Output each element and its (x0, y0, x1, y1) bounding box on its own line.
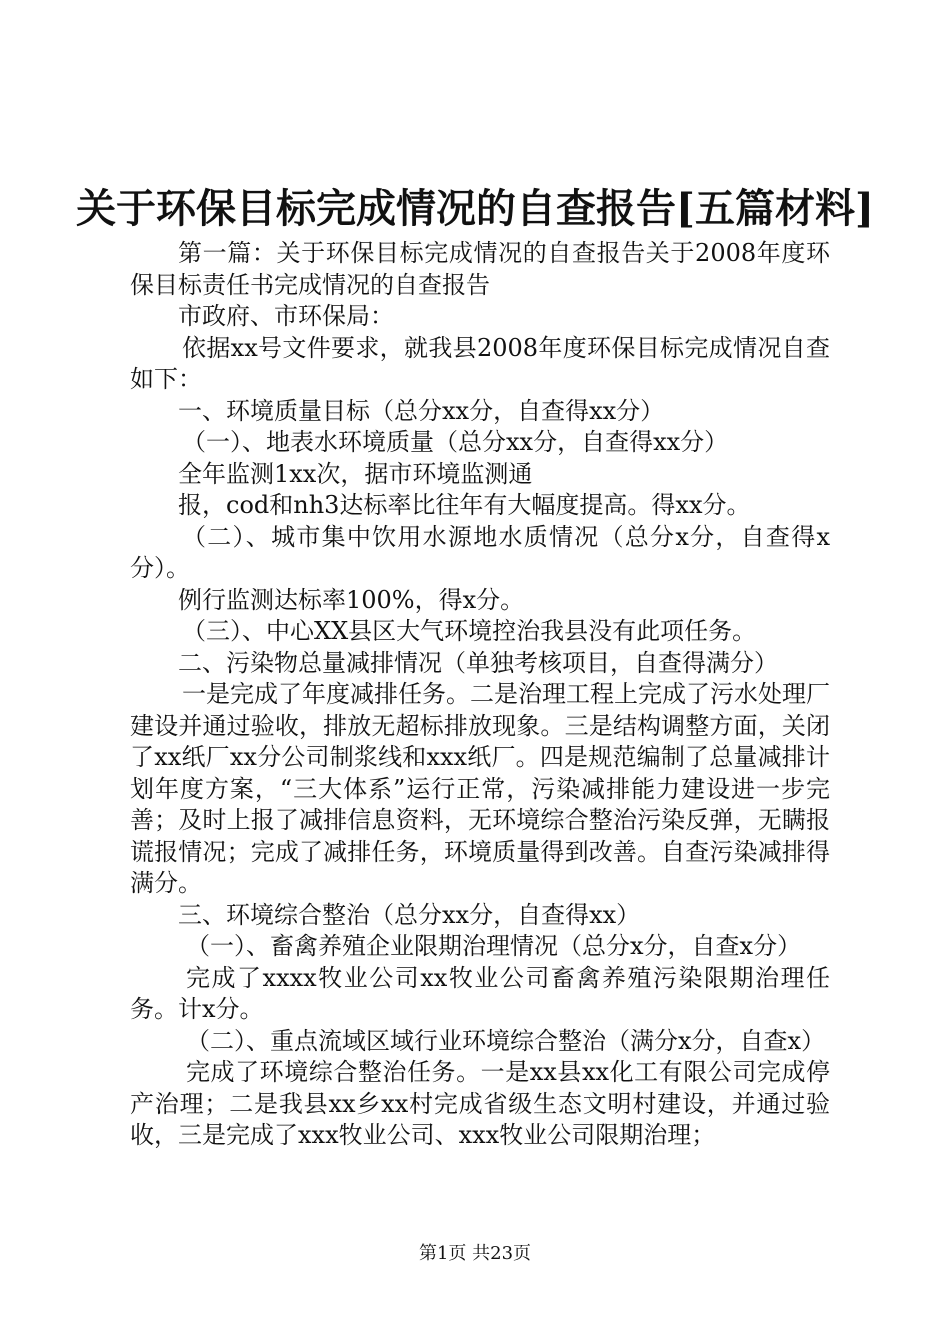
heading-section-3: 三、环境综合整治（总分xx分，自查得xx） (178, 900, 641, 929)
paragraph-addressee: 市政府、市环保局： (178, 302, 394, 330)
heading-section-3-2: （二）、重点流域区域行业环境综合整治（满分x分，自查x） (186, 1026, 826, 1055)
heading-section-3-1: （一）、畜禽养殖企业限期治理情况（总分x分，自查x分） (186, 932, 802, 960)
heading-section-1-3: （三）、中心XX县区大气环境控治我县没有此项任务。 (182, 617, 757, 645)
heading-section-2: 二、污染物总量减排情况（单独考核项目，自查得满分） (178, 648, 778, 677)
paragraph-reduction-detail: 一是完成了年度减排任务。二是治理工程上完成了污水处理厂建设并通过验收，排放无超标排放现象。三是结构调整方面，关闭了xx纸厂xx分公司制浆线和xxx纸厂。四是规范编制了总量减排计划年度方案，“三大体系”运行正常，污染减排能力建设进一步完善；及时上报了减排信息资料，无环境综合整治污染反弹，无瞒报谎报情况；完成了减排任务，环境质量得到改善。自查污染减排得满分。 (130, 680, 830, 897)
paragraph-routine-monitoring: 例行监测达标率100%，得x分。 (178, 585, 525, 614)
document-title: 关于环保目标完成情况的自查报告[五篇材料] (76, 185, 874, 232)
paragraph-livestock: 完成了xxxx牧业公司xx牧业公司畜禽养殖污染限期治理任务。计x分。 (130, 963, 830, 1023)
paragraph-comprehensive: 完成了环境综合整治任务。一是xx县xx化工有限公司完成停产治理；二是我县xx乡xx村完成省级生态文明村建设，并通过验收，三是完成了xxx牧业公司、xxx牧业公司限期治理； (130, 1058, 830, 1149)
heading-section-1: 一、环境质量目标（总分xx分，自查得xx分） (178, 396, 665, 425)
heading-section-1-2: （二）、城市集中饮用水源地水质情况（总分x分，自查得x分）。 (130, 522, 830, 582)
paragraph-report-result: 报，cod和nh3达标率比往年有大幅度提高。得xx分。 (178, 491, 751, 519)
page-number: 第1页 共23页 (418, 1243, 532, 1264)
paragraph-intro: 第一篇：关于环保目标完成情况的自查报告关于2008年度环保目标责任书完成情况的自查报告 (130, 239, 830, 299)
paragraph-monitoring: 全年监测1xx次，据市环境监测通 (178, 459, 533, 488)
document-body (130, 238, 830, 1152)
paragraph-basis: 依据xx号文件要求，就我县2008年度环保目标完成情况自查如下： (130, 333, 830, 393)
heading-section-1-1: （一）、地表水环境质量（总分xx分，自查得xx分） (182, 428, 729, 456)
